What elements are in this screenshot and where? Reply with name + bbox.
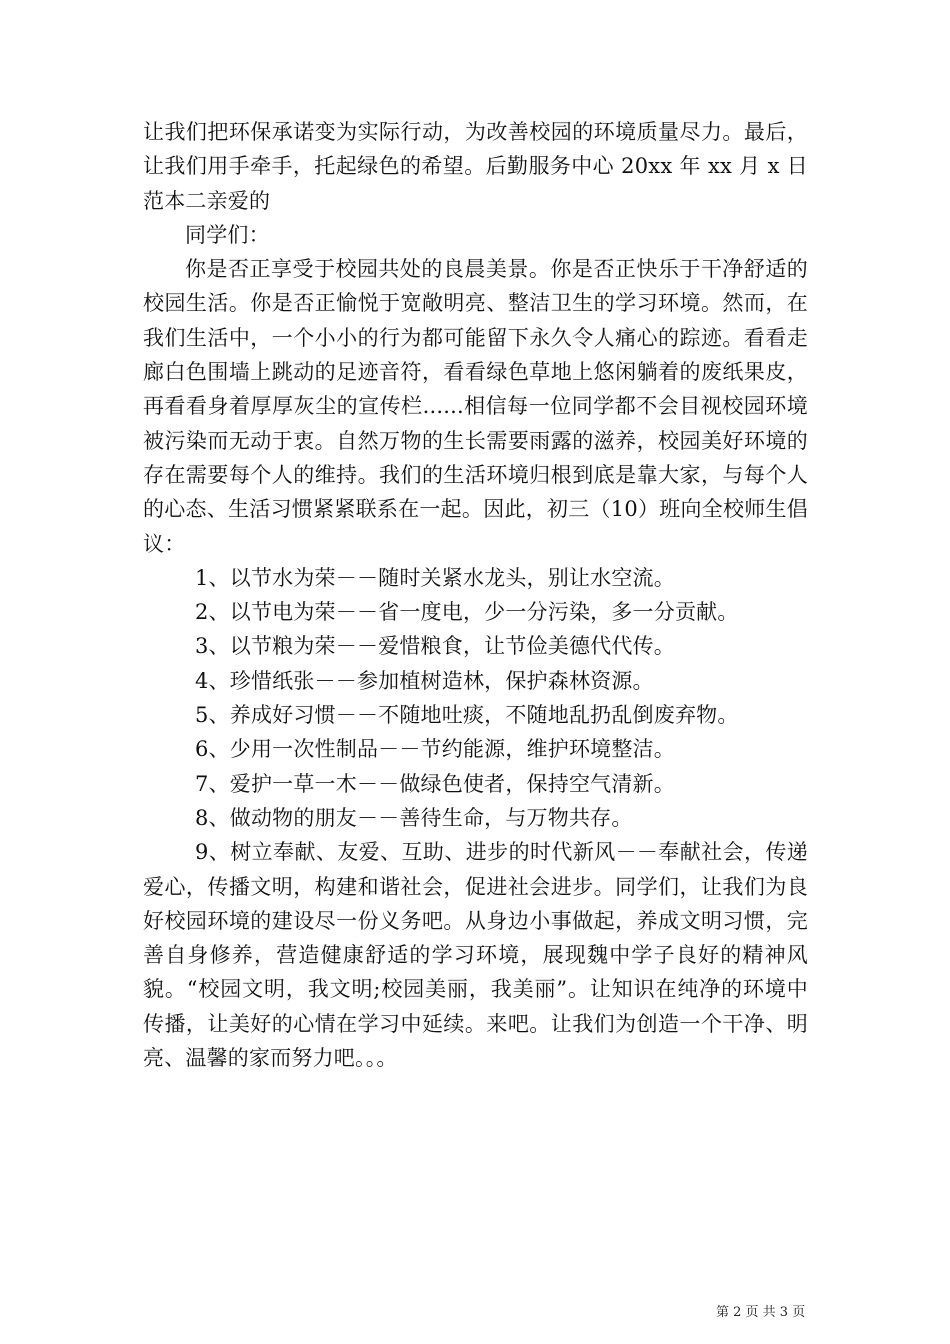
- proposal-item-7: 7、爱护一草一木－－做绿色使者，保持空气清新。: [195, 771, 675, 796]
- proposal-item-2: 2、以节电为荣－－省一度电，少一分污染，多一分贡献。: [195, 600, 739, 625]
- proposal-item-4: 4、珍惜纸张－－参加植树造林，保护森林资源。: [195, 668, 654, 693]
- proposal-item-6: 6、少用一次性制品－－节约能源，维护环境整洁。: [195, 737, 675, 762]
- proposal-item-5: 5、养成好习惯－－不随地吐痰，不随地乱扔乱倒废弃物。: [195, 703, 739, 728]
- closing-paragraph: 让我们把环保承诺变为实际行动，为改善校园的环境质量尽力。最后，让我们用手牵手，托起绿色的希望。后勤服务中心 20xx 年 xx 月 x 日范本二亲爱的: [143, 120, 808, 213]
- intro-paragraph: 你是否正享受于校园共处的良晨美景。你是否正快乐于干净舒适的校园生活。你是否正愉悦于宽敞明亮、整洁卫生的学习环境。然而，在我们生活中，一个小小的行为都可能留下永久令人痛心的踪迹。看看走廊白色围墙上跳动的足迹音符，看看绿色草地上悠闲躺着的废纸果皮，再看看身着厚厚灰尘的宣传栏......相信每一位同学都不会目视校园环境被污染而无动于衷。自然万物的生长需要雨露的滋养，校园美好环境的存在需要每个人的维持。我们的生活环境归根到底是靠大家，与每个人的心态、生活习惯紧紧联系在一起。因此，初三（10）班向全校师生倡议：: [143, 257, 808, 556]
- proposal-item-9: 9、树立奉献、友爱、互助、进步的时代新风－－奉献社会，传递爱心，传播文明，构建和谐社会，促进社会进步。同学们，让我们为良好校园环境的建设尽一份义务吧。从身边小事做起，养成文明习惯，完善自身修养，营造健康舒适的学习环境，展现魏中学子良好的精神风貌。“校园文明，我文明;校园美丽，我美丽”。让知识在纯净的环境中传播，让美好的心情在学习中延续。来吧。让我们为创造一个干净、明亮、温馨的家而努力吧。。。: [143, 840, 808, 1071]
- proposal-item-3: 3、以节粮为荣－－爱惜粮食，让节俭美德代代传。: [195, 634, 675, 659]
- document-body: [143, 115, 808, 1075]
- page-number: 第 2 页 共 3 页: [716, 1305, 806, 1320]
- salutation: 同学们：: [185, 222, 270, 247]
- proposal-item-1: 1、以节水为荣－－随时关紧水龙头，别让水空流。: [195, 565, 675, 590]
- proposal-item-8: 8、做动物的朋友－－善待生命，与万物共存。: [195, 805, 633, 830]
